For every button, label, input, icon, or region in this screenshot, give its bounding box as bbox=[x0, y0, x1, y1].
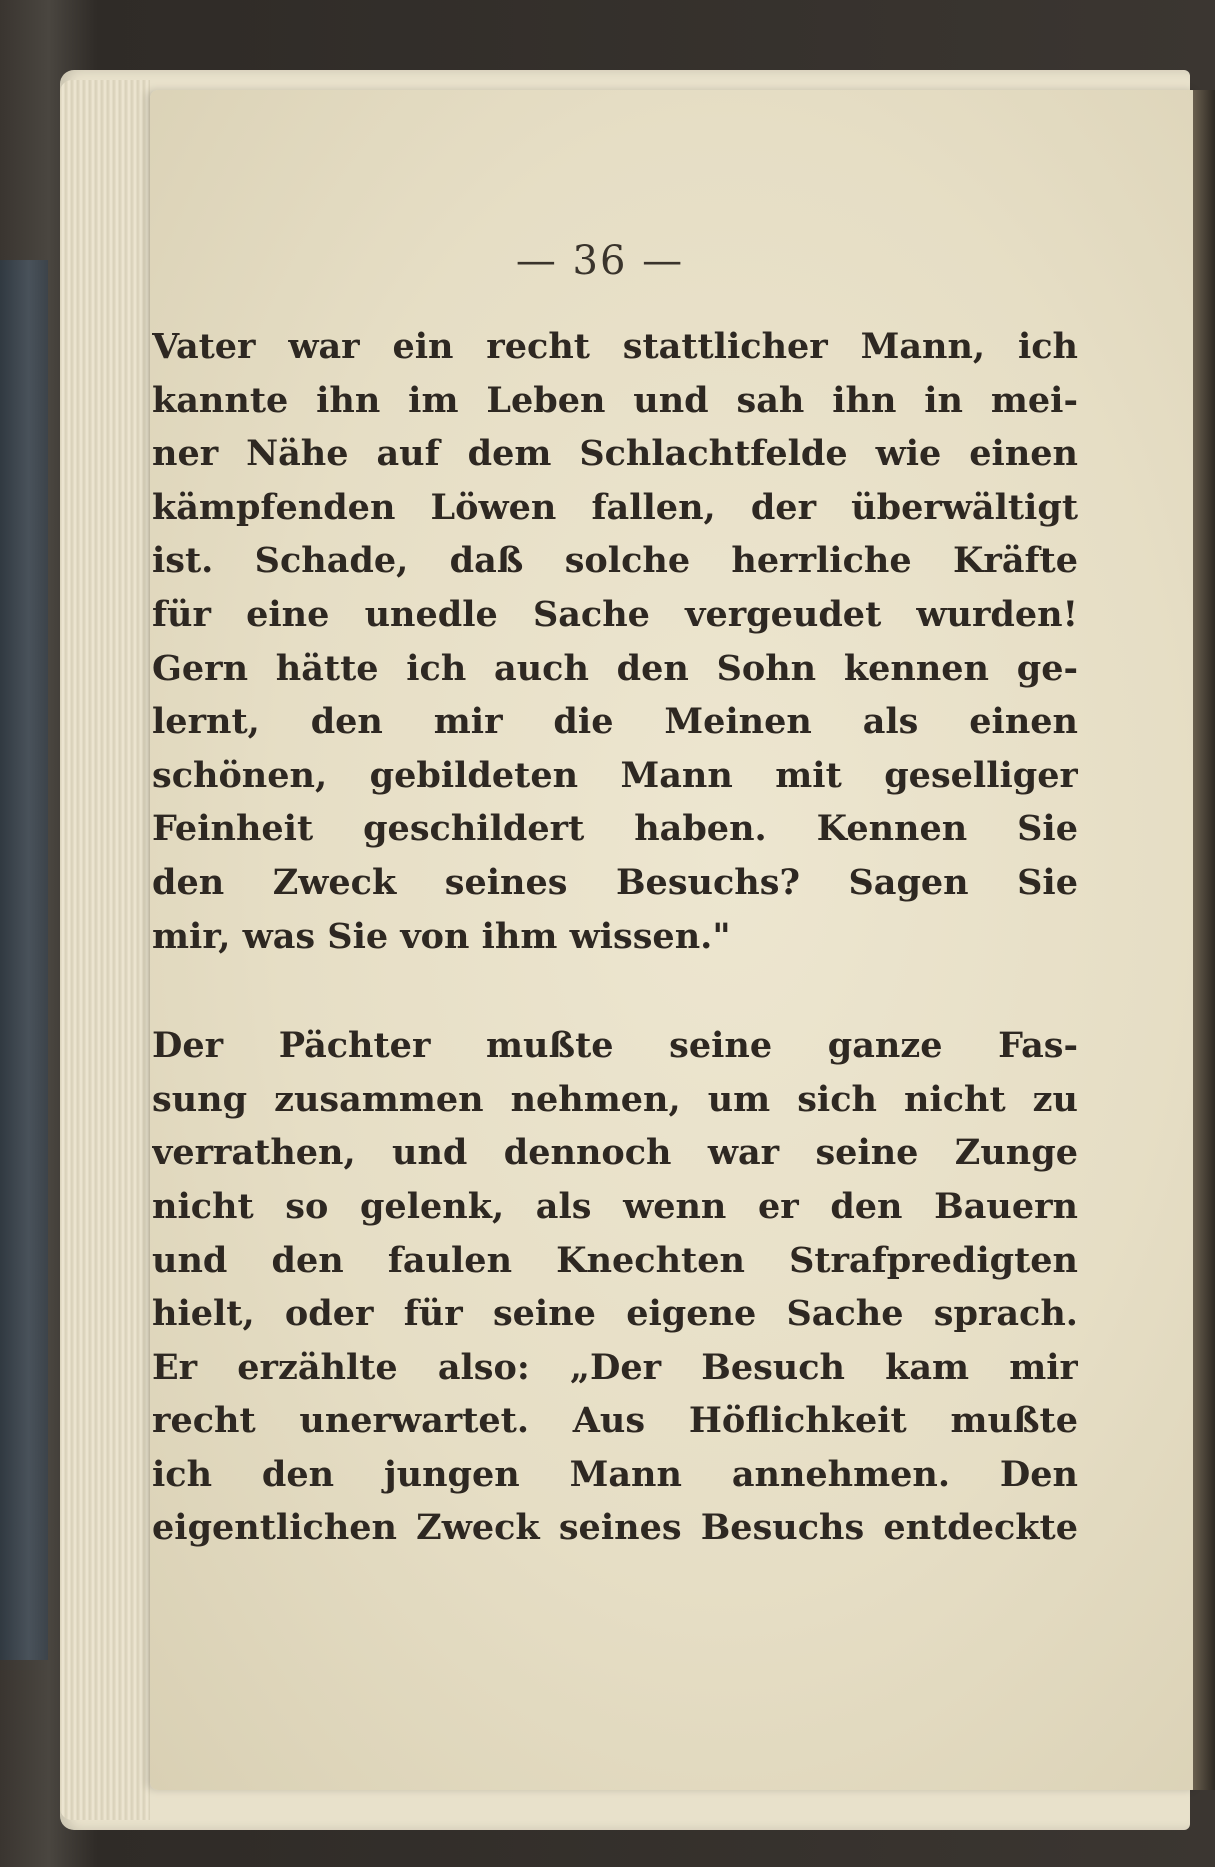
facing-page-edge bbox=[1193, 90, 1215, 1790]
page-number: — 36 — bbox=[515, 238, 685, 284]
text-line: Der Pächter mußte seine ganze Fas- bbox=[152, 1025, 1078, 1067]
text-line: lernt, den mir die Meinen als einen bbox=[152, 701, 1078, 743]
paragraph-1 bbox=[152, 320, 1078, 963]
text-line: schönen, gebildeten Mann mit geselliger bbox=[152, 754, 1078, 796]
text-line: Vater war ein recht stattlicher Mann, ich bbox=[152, 326, 1078, 367]
text-line: eigentlichen Zweck seines Besuchs entdeckte bbox=[152, 1507, 1078, 1549]
text-line: Er erzählte also: „Der Besuch kam mir bbox=[152, 1346, 1078, 1388]
text-line: ich den jungen Mann annehmen. Den bbox=[152, 1453, 1078, 1495]
text-line: kämpfenden Löwen fallen, der überwältigt bbox=[152, 486, 1078, 528]
text-line: Gern hätte ich auch den Sohn kennen ge- bbox=[152, 647, 1078, 689]
text-line: Feinheit geschildert haben. Kennen Sie bbox=[152, 808, 1078, 850]
text-line: nicht so gelenk, als wenn er den Bauern bbox=[152, 1185, 1078, 1227]
page-text bbox=[152, 320, 1078, 1555]
book-cover-edge bbox=[0, 260, 48, 1660]
text-line: für eine unedle Sache vergeudet wurden! bbox=[152, 593, 1078, 635]
text-line: den Zweck seines Besuchs? Sagen Sie bbox=[152, 861, 1078, 903]
text-line: und den faulen Knechten Strafpredigten bbox=[152, 1239, 1078, 1281]
text-line: recht unerwartet. Aus Höflichkeit mußte bbox=[152, 1400, 1078, 1442]
paragraph-2 bbox=[152, 1019, 1078, 1555]
text-line: ist. Schade, daß solche herrliche Kräfte bbox=[152, 540, 1078, 582]
text-line: ner Nähe auf dem Schlachtfelde wie einen bbox=[152, 433, 1078, 475]
text-line: kannte ihn im Leben und sah ihn in mei- bbox=[152, 379, 1078, 421]
paragraph-gap bbox=[152, 963, 1078, 1019]
text-line: verrathen, und dennoch war seine Zunge bbox=[152, 1132, 1078, 1174]
text-line: sung zusammen nehmen, um sich nicht zu bbox=[152, 1078, 1078, 1120]
text-line: mir, was Sie von ihm wissen." bbox=[152, 915, 731, 957]
text-line: hielt, oder für seine eigene Sache sprach. bbox=[152, 1293, 1078, 1335]
